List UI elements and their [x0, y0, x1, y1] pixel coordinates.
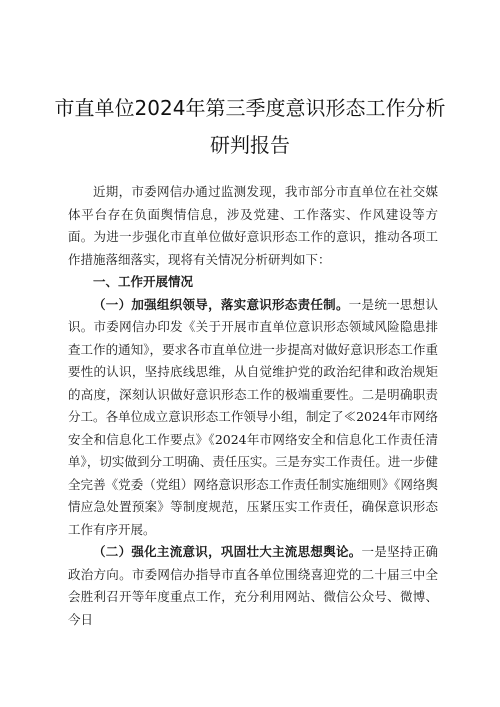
intro-paragraph: 近期，市委网信办通过监测发现，我市部分市直单位在社交媒体平台存在负面舆情信息，涉及党建、工作落实、作风建设等方面。为进一步强化市直单位做好意识形态工作的意识，推动各项工作措施落细落实，现将有关情况分析研判如下：: [68, 184, 438, 267]
section-1-item-1: [68, 294, 438, 542]
item-1-text: 一是统一思想认识。市委网信办印发《关于开展市直单位意识形态领域风险隐患排查工作的通知》，要求各市直单位进一步提高对做好意识形态工作重要性的认识，坚持底线思维，从自觉维护党的政治纪律和政治规矩的高度，深刻认识做好意识形态工作的极端重要性。二是明确职责分工。各单位成立意识形态工作领导小组，制定了≪2024年市网络安全和信息化工作要点》《2024年市网络安全和信息化工作责任清单》，切实做到分工明确、责任压实。三是夯实工作责任。进一步健全完善《党委（党组）网络意识形态工作责任制实施细则》《网络舆情应急处置预案》等制度规范，压紧压实工作责任，确保意识形态工作有序开展。: [68, 296, 438, 537]
item-1-heading: （一）加强组织领导，落实意识形态责任制。: [93, 296, 349, 312]
item-2-heading: （二）强化主流意识，巩固壮大主流思想舆论。: [93, 544, 362, 559]
section-1-heading: 一、工作开展情况: [93, 274, 194, 289]
document-title-line-2: 研判报告: [210, 133, 290, 157]
section-1-item-2: [68, 541, 438, 631]
item-2-text: 一是坚持正确政治方向。市委网信办指导市直各单位围绕喜迎党的二十届三中全会胜利召开等年度重点工作，充分利用网站、微信公众号、微博、今日: [68, 544, 438, 627]
document-body: [68, 181, 438, 631]
document-title-line-1: 市直单位2024年第三季度意识形态工作分析: [54, 96, 446, 120]
